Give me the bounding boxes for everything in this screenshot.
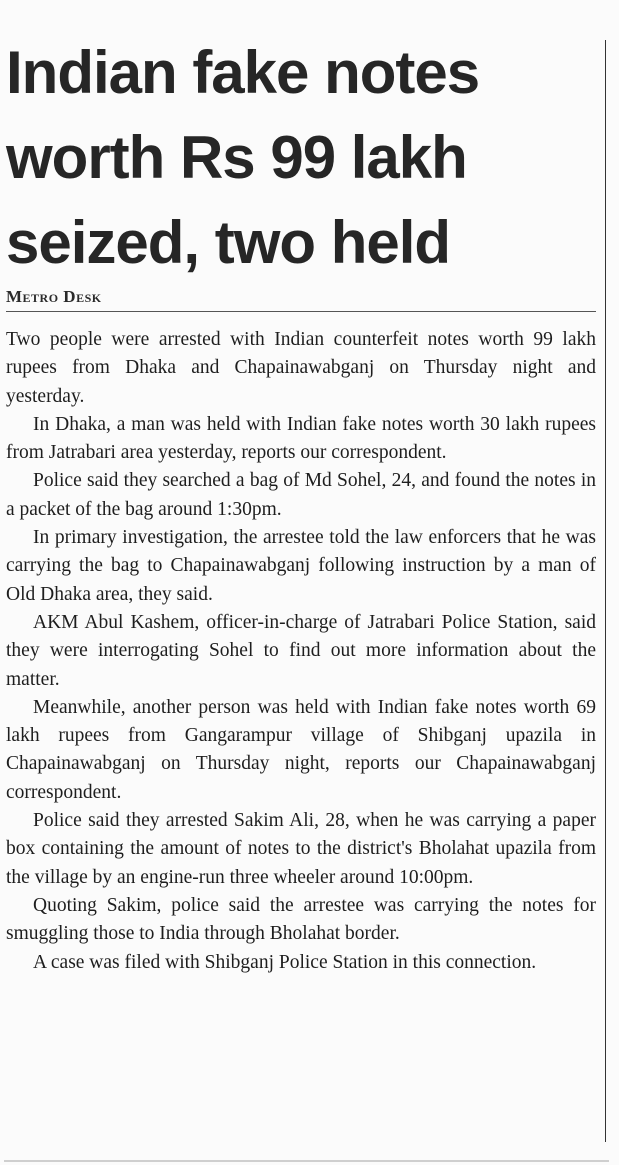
byline bbox=[6, 287, 596, 312]
paragraph-6: Meanwhile, another person was held with Indian fake notes worth 69 lakh rupees from Gangarampur village of Shibganj upazila in Chapainawabganj on Thursday night, reports our Chapainawabganj correspondent. bbox=[6, 696, 596, 803]
paragraph-1: Two people were arrested with Indian counterfeit notes worth 99 lakh rupees from Dhaka and Chapainawabganj on Thursday night and yesterday. bbox=[6, 329, 596, 407]
article-body bbox=[6, 326, 596, 977]
paragraph-5: AKM Abul Kashem, officer-in-charge of Jatrabari Police Station, said they were interrogating Sohel to find out more information about the matter. bbox=[6, 611, 596, 690]
headline-line-2: worth Rs 99 lakh bbox=[6, 124, 467, 191]
paragraph-2: In Dhaka, a man was held with Indian fake notes worth 30 lakh rupees from Jatrabari area yesterday, reports our correspondent. bbox=[6, 413, 596, 464]
column-rule bbox=[605, 40, 606, 1142]
paragraph-8: Quoting Sakim, police said the arrestee was carrying the notes for smuggling those to India through Bholahat border. bbox=[6, 894, 596, 945]
paragraph-9: A case was filed with Shibganj Police Station in this connection. bbox=[33, 951, 537, 973]
bottom-rule bbox=[4, 1160, 609, 1162]
paragraph-7: Police said they arrested Sakim Ali, 28, when he was carrying a paper box containing the amount of notes to the district's Bholahat upazila from the village by an engine-run three wheeler around 10:00pm. bbox=[6, 810, 596, 888]
headline-line-3: seized, two held bbox=[6, 209, 451, 276]
news-article bbox=[6, 30, 596, 977]
headline bbox=[6, 30, 596, 285]
byline-text: Metro Desk bbox=[6, 287, 102, 306]
headline-line-1: Indian fake notes bbox=[6, 39, 480, 106]
paragraph-3: Police said they searched a bag of Md Sohel, 24, and found the notes in a packet of the bag around 1:30pm. bbox=[6, 470, 596, 520]
paragraph-4: In primary investigation, the arrestee told the law enforcers that he was carrying the bag to Chapainawabganj following instruction by a man of Old Dhaka area, they said. bbox=[6, 527, 596, 605]
